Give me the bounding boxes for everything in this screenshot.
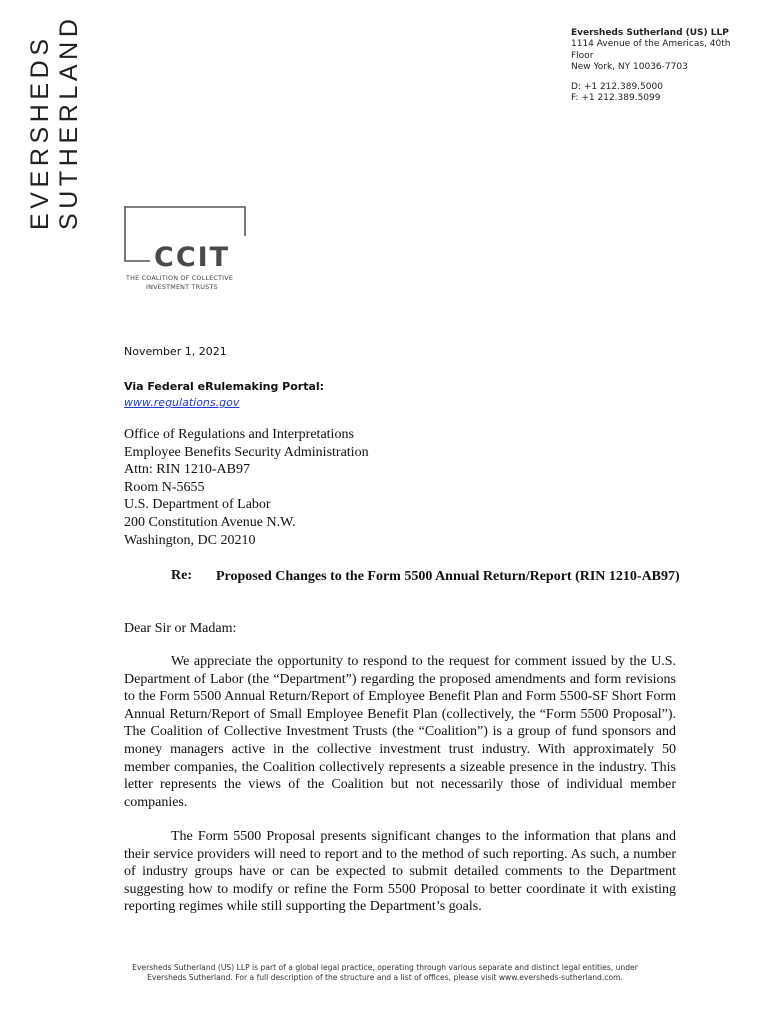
logo-subtitle-1: THE COALITION OF COLLECTIVE	[126, 274, 234, 282]
footer-line-1: Eversheds Sutherland (US) LLP is part of a global legal practice, operating through various separate and distinct legal entities, under	[132, 963, 638, 972]
recipient-line: Washington, DC 20210	[124, 532, 256, 548]
recipient-line: Office of Regulations and Interpretations	[124, 427, 354, 442]
body-paragraph: The Form 5500 Proposal presents significant changes to the information that plans and their service providers will need to report and to the method of such reporting. As such, a number of industry groups have or can be expected to submit detailed comments to the Department suggesting how to modify or refine the Form 5500 Proposal to better coordinate it with existing reporting regimes while still supporting the Department’s goals.	[124, 829, 676, 915]
footer-line-2: Eversheds Sutherland. For a full description of the structure and a list of offices, please visit www.eversheds-sutherland.com.	[147, 973, 623, 982]
logo-subtitle-2: INVESTMENT TRUSTS	[146, 283, 218, 291]
recipient-address	[124, 426, 369, 549]
regulations-link[interactable]: www.regulations.gov	[124, 396, 240, 409]
body-paragraph: We appreciate the opportunity to respond to the request for comment issued by the U.S. Department of Labor (the “Department”) regarding the proposed amendments and form revisions to the Form 5500 Annual Return/Report of Employee Benefit Plan and Form 5500-SF Short Form Annual Return/Report of Small Employee Benefit Plan (collectively, the “Form 5500 Proposal”). The Coalition of Collective Investment Trusts (the “Coalition”) is a group of fund sponsors and money managers active in the collective investment trust industry. With approximately 50 member companies, the Coalition collectively represents a sizeable presence in the industry. This letter represents the views of the Coalition but not necessarily those of individual member companies.	[124, 654, 676, 810]
letter-date: November 1, 2021	[124, 345, 227, 358]
re-subject: Proposed Changes to the Form 5500 Annual Return/Report (RIN 1210-AB97)	[216, 569, 680, 584]
recipient-line: Room N-5655	[124, 479, 205, 495]
letterhead-address	[571, 28, 756, 104]
recipient-line: U.S. Department of Labor	[124, 497, 271, 513]
recipient-line: Attn: RIN 1210-AB97	[124, 462, 250, 478]
ccit-logo	[124, 206, 250, 296]
logo-mark: CCIT	[154, 242, 231, 273]
phone-fax: F: +1 212.389.5099	[571, 93, 661, 104]
brand-line-1: EVERSHEDS	[26, 34, 54, 230]
re-label: Re:	[171, 568, 192, 583]
phone-direct: D: +1 212.389.5000	[571, 81, 663, 92]
salutation: Dear Sir or Madam:	[124, 621, 237, 636]
brand-line-2: SUTHERLAND	[55, 14, 83, 230]
page-footer	[0, 963, 770, 983]
recipient-line: 200 Constitution Avenue N.W.	[124, 514, 296, 530]
brand-wordmark	[22, 14, 84, 240]
recipient-line: Employee Benefits Security Administration	[124, 444, 369, 460]
address-street: 1114 Avenue of the Americas, 40th	[571, 39, 731, 50]
address-city: New York, NY 10036-7703	[571, 62, 688, 73]
delivery-method: Via Federal eRulemaking Portal:	[124, 380, 325, 393]
address-floor: Floor	[571, 50, 594, 61]
firm-name: Eversheds Sutherland (US) LLP	[571, 28, 729, 38]
